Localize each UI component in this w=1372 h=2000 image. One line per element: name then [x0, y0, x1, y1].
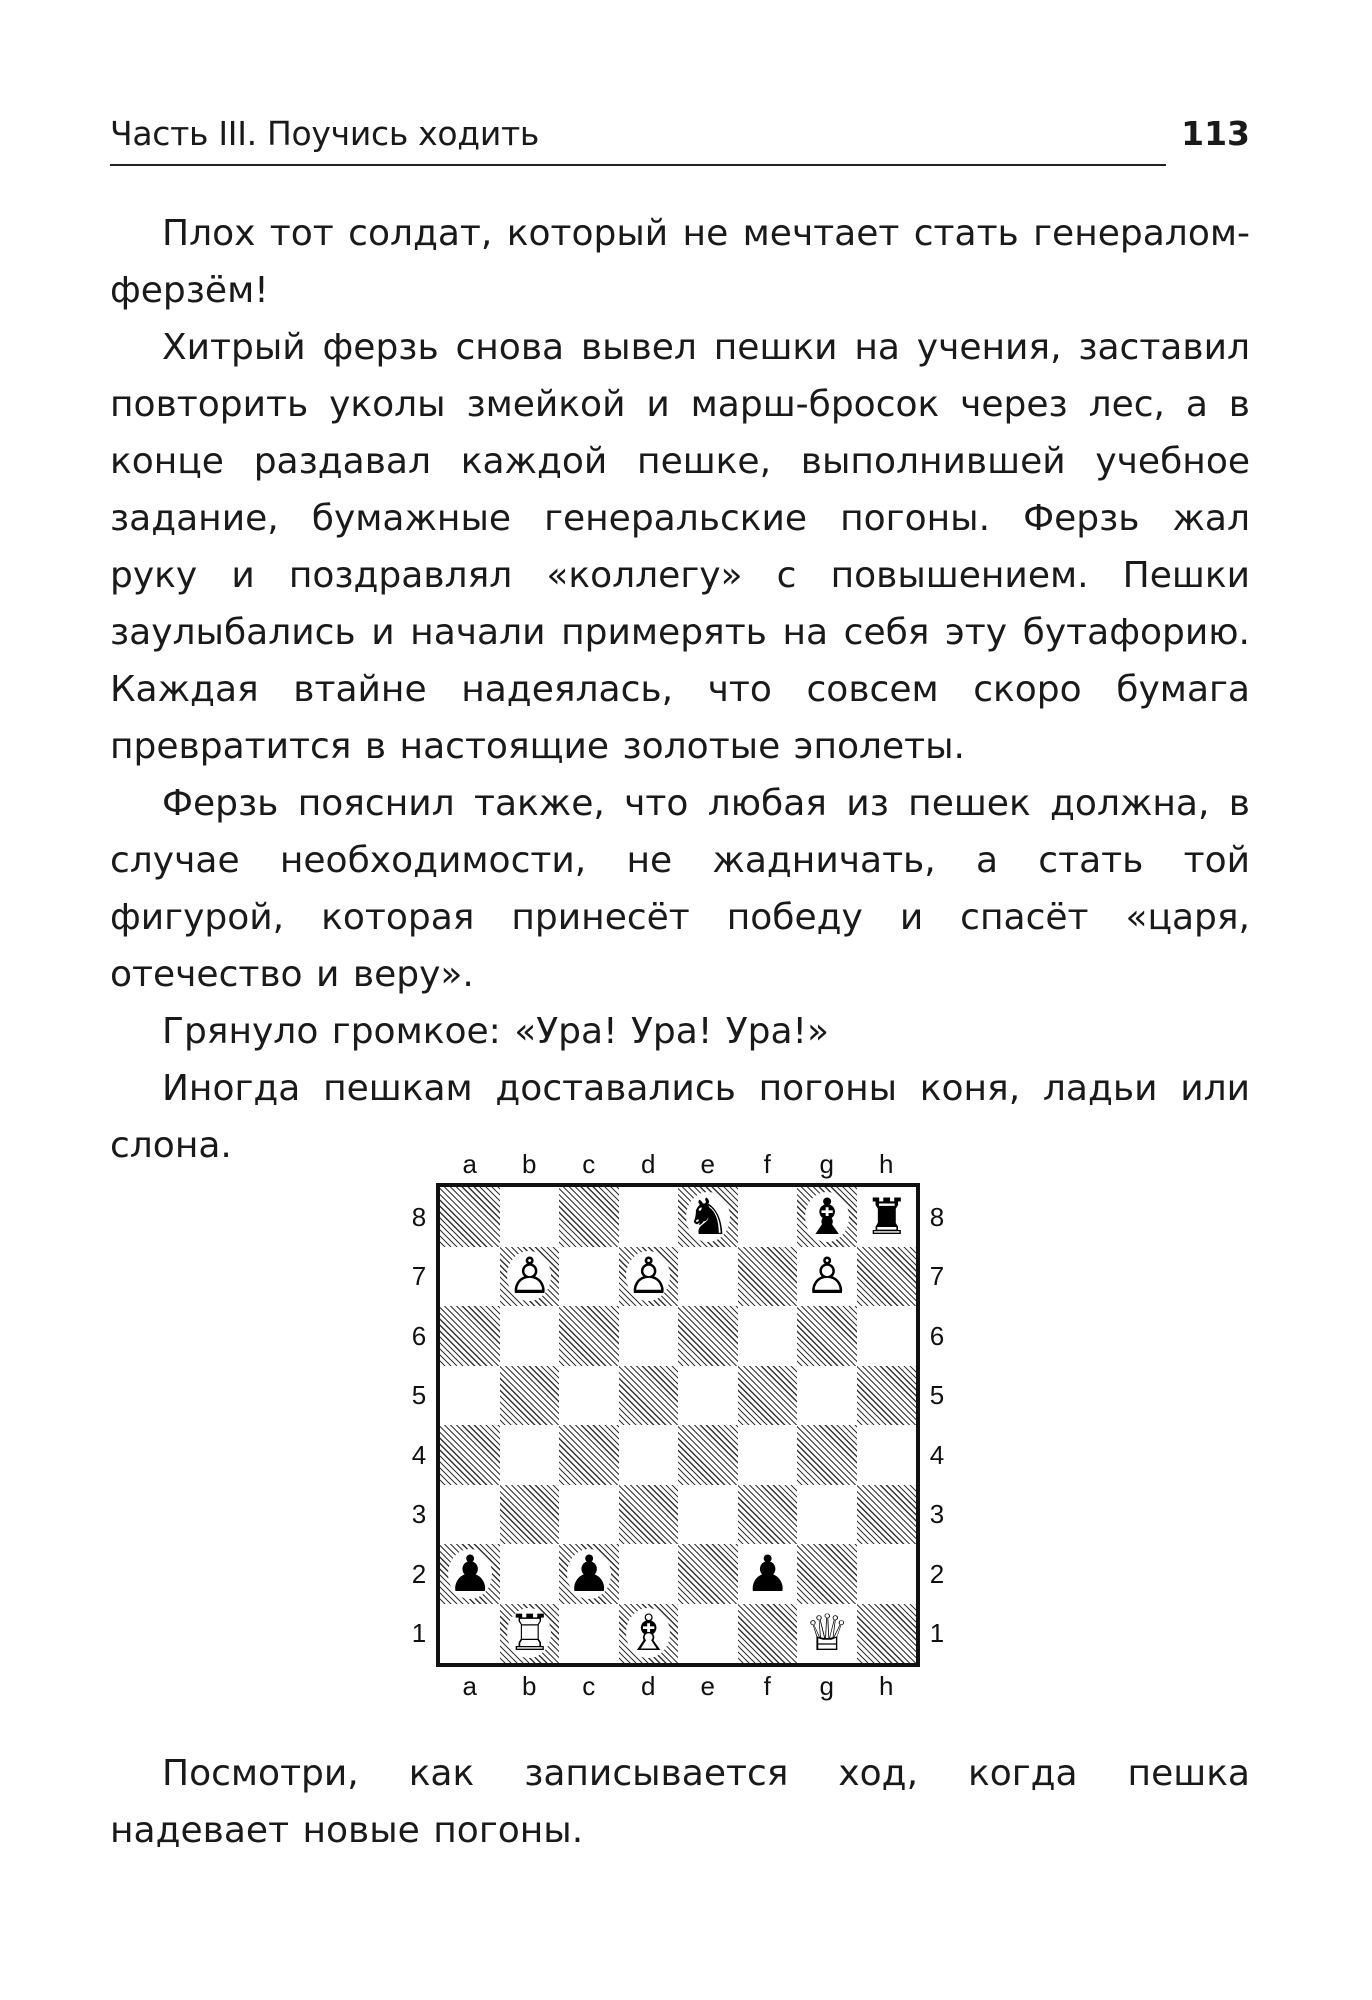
square-h6 — [857, 1306, 917, 1366]
black-rook-icon: ♜ — [864, 1187, 910, 1246]
square-g6 — [797, 1306, 857, 1366]
rank-label-left: 8 — [411, 1201, 427, 1232]
file-label-bottom: c — [582, 1671, 596, 1701]
paragraph: Посмотри, как записывается ход, когда пешка надевает новые погоны. — [110, 1753, 1250, 1851]
square-g5 — [797, 1366, 857, 1426]
square-h4 — [857, 1425, 917, 1485]
paragraph: Плох тот солдат, который не мечтает стать генералом-ферзём! — [110, 213, 1250, 311]
file-label-bottom: d — [641, 1671, 656, 1701]
body-text-bottom — [110, 1745, 1250, 1859]
square-c3 — [559, 1485, 619, 1545]
square-a8 — [440, 1187, 500, 1247]
square-e4 — [678, 1425, 738, 1485]
square-h7 — [857, 1247, 917, 1307]
chess-diagram — [398, 1145, 958, 1705]
file-label-top: e — [700, 1149, 715, 1179]
file-label-top: b — [522, 1149, 537, 1179]
square-c8 — [559, 1187, 619, 1247]
square-f1 — [738, 1604, 798, 1664]
square-b2 — [500, 1544, 560, 1604]
square-b3 — [500, 1485, 560, 1545]
file-label-top: g — [819, 1149, 834, 1179]
square-f5 — [738, 1366, 798, 1426]
square-g4 — [797, 1425, 857, 1485]
square-c5 — [559, 1366, 619, 1426]
white-pawn-icon: ♙ — [804, 1247, 850, 1306]
square-a4 — [440, 1425, 500, 1485]
file-label-top: c — [582, 1149, 596, 1179]
rank-label-right: 2 — [929, 1558, 945, 1589]
file-label-bottom: a — [462, 1671, 477, 1701]
page-header — [110, 112, 1250, 168]
square-c7 — [559, 1247, 619, 1307]
rank-label-left: 7 — [411, 1261, 427, 1292]
white-queen-icon: ♕ — [804, 1604, 850, 1663]
file-label-top: d — [641, 1149, 656, 1179]
square-h3 — [857, 1485, 917, 1545]
square-f6 — [738, 1306, 798, 1366]
white-rook-icon: ♖ — [507, 1604, 553, 1663]
black-pawn-icon: ♟ — [745, 1544, 791, 1603]
square-e3 — [678, 1485, 738, 1545]
paragraph: Ферзь пояснил также, что любая из пешек должна, в случае необходимости, не жадничать, а стать той фигурой, которая принесёт победу и спасёт «царя, отечество и веру». — [110, 783, 1250, 995]
file-label-top: f — [763, 1149, 771, 1179]
square-a5 — [440, 1366, 500, 1426]
file-label-bottom: f — [763, 1671, 771, 1701]
file-label-bottom: g — [819, 1671, 834, 1701]
black-bishop-icon: ♝ — [804, 1187, 850, 1246]
square-d5 — [619, 1366, 679, 1426]
black-pawn-icon: ♟ — [447, 1544, 493, 1603]
square-b4 — [500, 1425, 560, 1485]
square-e1 — [678, 1604, 738, 1664]
square-g2 — [797, 1544, 857, 1604]
black-knight-icon: ♞ — [685, 1187, 731, 1246]
white-pawn-icon: ♙ — [507, 1247, 553, 1306]
file-label-bottom: e — [700, 1671, 715, 1701]
square-b8 — [500, 1187, 560, 1247]
white-bishop-icon: ♗ — [626, 1604, 672, 1663]
square-g3 — [797, 1485, 857, 1545]
rank-label-right: 1 — [929, 1618, 945, 1649]
chess-board — [436, 1183, 920, 1667]
square-e5 — [678, 1366, 738, 1426]
square-a3 — [440, 1485, 500, 1545]
square-b5 — [500, 1366, 560, 1426]
running-title: Часть III. Поучись ходить — [110, 114, 540, 153]
body-text-top — [110, 205, 1250, 1174]
square-d8 — [619, 1187, 679, 1247]
square-d3 — [619, 1485, 679, 1545]
rank-label-left: 4 — [411, 1439, 427, 1470]
rank-label-left: 6 — [411, 1320, 427, 1351]
square-f7 — [738, 1247, 798, 1307]
square-f8 — [738, 1187, 798, 1247]
file-label-bottom: h — [879, 1671, 894, 1701]
rank-label-left: 3 — [411, 1499, 427, 1530]
rank-label-left: 1 — [411, 1618, 427, 1649]
square-c1 — [559, 1604, 619, 1664]
rank-label-right: 6 — [929, 1320, 945, 1351]
square-h5 — [857, 1366, 917, 1426]
file-label-bottom: b — [522, 1671, 537, 1701]
file-label-top: h — [879, 1149, 894, 1179]
paragraph: Иногда пешкам доставались погоны коня, ладьи или слона. — [110, 1068, 1250, 1166]
black-pawn-icon: ♟ — [566, 1544, 612, 1603]
square-c4 — [559, 1425, 619, 1485]
square-a1 — [440, 1604, 500, 1664]
square-c6 — [559, 1306, 619, 1366]
square-e7 — [678, 1247, 738, 1307]
square-f3 — [738, 1485, 798, 1545]
square-a7 — [440, 1247, 500, 1307]
rank-label-right: 5 — [929, 1380, 945, 1411]
file-label-top: a — [462, 1149, 477, 1179]
square-d4 — [619, 1425, 679, 1485]
rank-label-right: 4 — [929, 1439, 945, 1470]
square-d6 — [619, 1306, 679, 1366]
square-e2 — [678, 1544, 738, 1604]
rank-label-right: 7 — [929, 1261, 945, 1292]
paragraph: Хитрый ферзь снова вывел пешки на учения, заставил повторить уколы змейкой и марш-бросок через лес, а в конце раздавал каждой пешке, выполнившей учебное задание, бумажные генеральские погоны. Ферзь жал руку и поздравлял «коллегу» с повышением. Пешки заулыбались и начали примерять на себя эту бутафорию. Каждая втайне надеялась, что совсем скоро бумага превратится в настоящие золотые эполеты. — [110, 327, 1250, 767]
rank-label-right: 3 — [929, 1499, 945, 1530]
square-h1 — [857, 1604, 917, 1664]
page-number: 113 — [1181, 114, 1250, 153]
rank-label-right: 8 — [929, 1201, 945, 1232]
rank-label-left: 2 — [411, 1558, 427, 1589]
rank-label-left: 5 — [411, 1380, 427, 1411]
square-d2 — [619, 1544, 679, 1604]
white-pawn-icon: ♙ — [626, 1247, 672, 1306]
square-e6 — [678, 1306, 738, 1366]
paragraph: Грянуло громкое: «Ура! Ура! Ура!» — [162, 1011, 830, 1052]
square-h2 — [857, 1544, 917, 1604]
square-b6 — [500, 1306, 560, 1366]
header-rule — [110, 164, 1166, 166]
square-a6 — [440, 1306, 500, 1366]
square-f4 — [738, 1425, 798, 1485]
